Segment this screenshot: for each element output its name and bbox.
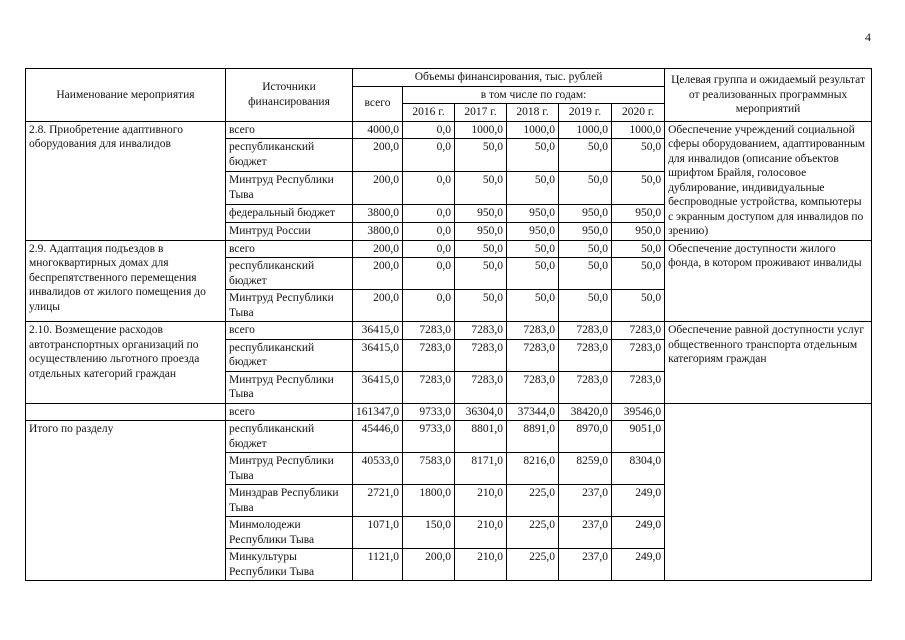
value-cell: 50,0 bbox=[559, 139, 612, 172]
value-cell: 1000,0 bbox=[507, 121, 559, 139]
value-cell: 39546,0 bbox=[612, 403, 665, 421]
source-cell: всего bbox=[226, 240, 353, 258]
source-cell: федеральный бюджет bbox=[226, 204, 353, 222]
value-cell: 950,0 bbox=[559, 204, 612, 222]
value-cell: 50,0 bbox=[559, 290, 612, 322]
header-year: 2018 г. bbox=[507, 104, 559, 122]
source-cell: всего bbox=[226, 121, 353, 139]
value-cell: 50,0 bbox=[455, 172, 507, 205]
value-cell: 7283,0 bbox=[403, 322, 455, 340]
source-cell: Минтруд Республики Тыва bbox=[226, 453, 353, 485]
value-cell: 8304,0 bbox=[612, 453, 665, 485]
value-cell: 8259,0 bbox=[559, 453, 612, 485]
value-cell: 0,0 bbox=[403, 172, 455, 205]
value-cell: 1121,0 bbox=[353, 549, 403, 581]
value-cell: 37344,0 bbox=[507, 403, 559, 421]
value-cell: 210,0 bbox=[455, 549, 507, 581]
value-cell: 7283,0 bbox=[612, 371, 665, 403]
value-cell: 7283,0 bbox=[403, 371, 455, 403]
table-row bbox=[26, 121, 872, 139]
value-cell: 200,0 bbox=[353, 172, 403, 205]
source-cell: Минтруд Республики Тыва bbox=[226, 290, 353, 322]
value-cell: 1000,0 bbox=[559, 121, 612, 139]
value-cell: 1071,0 bbox=[353, 517, 403, 549]
value-cell: 40533,0 bbox=[353, 453, 403, 485]
table-row bbox=[26, 240, 872, 258]
measure-name: 2.9. Адаптация подъездов в многоквартирных домах для беспрепятственного перемещения инвалидов от жилого помещения до улицы bbox=[26, 240, 226, 322]
source-cell: Минтруд Республики Тыва bbox=[226, 172, 353, 205]
value-cell: 200,0 bbox=[353, 139, 403, 172]
value-cell: 7583,0 bbox=[403, 453, 455, 485]
value-cell: 7283,0 bbox=[455, 371, 507, 403]
value-cell: 225,0 bbox=[507, 485, 559, 517]
value-cell: 7283,0 bbox=[455, 339, 507, 371]
value-cell: 200,0 bbox=[403, 549, 455, 581]
value-cell: 210,0 bbox=[455, 517, 507, 549]
value-cell: 1000,0 bbox=[455, 121, 507, 139]
value-cell: 0,0 bbox=[403, 222, 455, 240]
value-cell: 50,0 bbox=[612, 290, 665, 322]
goal-cell: Обеспечение равной доступности услуг общественного транспорта отдельным категориям граждан bbox=[665, 322, 872, 404]
value-cell: 3800,0 bbox=[353, 222, 403, 240]
value-cell: 7283,0 bbox=[559, 371, 612, 403]
value-cell: 7283,0 bbox=[612, 339, 665, 371]
header-total: всего bbox=[353, 86, 403, 121]
source-cell: республиканский бюджет bbox=[226, 139, 353, 172]
value-cell: 150,0 bbox=[403, 517, 455, 549]
table-row bbox=[26, 403, 872, 421]
value-cell: 237,0 bbox=[559, 485, 612, 517]
value-cell: 50,0 bbox=[559, 172, 612, 205]
header-year: 2019 г. bbox=[559, 104, 612, 122]
source-cell: всего bbox=[226, 322, 353, 340]
value-cell: 50,0 bbox=[559, 258, 612, 290]
value-cell: 50,0 bbox=[455, 240, 507, 258]
table-row bbox=[26, 322, 872, 340]
value-cell: 36415,0 bbox=[353, 371, 403, 403]
value-cell: 50,0 bbox=[455, 139, 507, 172]
header-year: 2020 г. bbox=[612, 104, 665, 122]
header-volumes: Объемы финансирования, тыс. рублей bbox=[353, 69, 665, 87]
value-cell: 225,0 bbox=[507, 517, 559, 549]
source-cell: Минкультуры Республики Тыва bbox=[226, 549, 353, 581]
financing-table bbox=[25, 68, 872, 581]
value-cell: 237,0 bbox=[559, 517, 612, 549]
page-number: 4 bbox=[865, 30, 871, 44]
source-cell: республиканский бюджет bbox=[226, 339, 353, 371]
value-cell: 950,0 bbox=[507, 204, 559, 222]
header-name: Наименование мероприятия bbox=[26, 69, 226, 122]
value-cell: 249,0 bbox=[612, 549, 665, 581]
value-cell: 200,0 bbox=[353, 290, 403, 322]
value-cell: 8216,0 bbox=[507, 453, 559, 485]
value-cell: 7283,0 bbox=[507, 339, 559, 371]
source-cell: Минтруд Республики Тыва bbox=[226, 371, 353, 403]
value-cell: 161347,0 bbox=[353, 403, 403, 421]
value-cell: 7283,0 bbox=[403, 339, 455, 371]
value-cell: 7283,0 bbox=[455, 322, 507, 340]
measure-name: 2.8. Приобретение адаптивного оборудования для инвалидов bbox=[26, 121, 226, 240]
value-cell: 0,0 bbox=[403, 139, 455, 172]
measure-name: 2.10. Возмещение расходов автотранспортных организаций по осуществлению льготного проезда отдельных категорий граждан bbox=[26, 322, 226, 404]
value-cell: 50,0 bbox=[455, 258, 507, 290]
value-cell: 50,0 bbox=[612, 172, 665, 205]
value-cell: 2721,0 bbox=[353, 485, 403, 517]
total-name-blank bbox=[26, 403, 226, 421]
value-cell: 50,0 bbox=[507, 139, 559, 172]
value-cell: 0,0 bbox=[403, 204, 455, 222]
source-cell: всего bbox=[226, 403, 353, 421]
source-cell: Минмолодежи Республики Тыва bbox=[226, 517, 353, 549]
value-cell: 210,0 bbox=[455, 485, 507, 517]
value-cell: 8801,0 bbox=[455, 421, 507, 453]
value-cell: 50,0 bbox=[559, 240, 612, 258]
value-cell: 50,0 bbox=[455, 290, 507, 322]
header-by-years: в том числе по годам: bbox=[403, 86, 665, 104]
source-cell: республиканский бюджет bbox=[226, 421, 353, 453]
value-cell: 7283,0 bbox=[507, 371, 559, 403]
value-cell: 1800,0 bbox=[403, 485, 455, 517]
header-year: 2016 г. bbox=[403, 104, 455, 122]
goal-cell: Обеспечение учреждений социальной сферы оборудованием, адаптированным для инвалидов (описание объектов шрифтом Брайля, голосовое дублирование, индивидуальные беспроводные устройства, компьютеры с экранным доступом для инвалидов по зрению) bbox=[665, 121, 872, 240]
value-cell: 3800,0 bbox=[353, 204, 403, 222]
value-cell: 7283,0 bbox=[559, 322, 612, 340]
value-cell: 200,0 bbox=[353, 240, 403, 258]
total-section-name: Итого по разделу bbox=[26, 421, 226, 581]
value-cell: 950,0 bbox=[612, 204, 665, 222]
value-cell: 45446,0 bbox=[353, 421, 403, 453]
value-cell: 50,0 bbox=[507, 258, 559, 290]
value-cell: 50,0 bbox=[507, 172, 559, 205]
value-cell: 0,0 bbox=[403, 290, 455, 322]
value-cell: 9733,0 bbox=[403, 421, 455, 453]
value-cell: 0,0 bbox=[403, 258, 455, 290]
value-cell: 8970,0 bbox=[559, 421, 612, 453]
table-body bbox=[26, 121, 872, 581]
value-cell: 950,0 bbox=[612, 222, 665, 240]
value-cell: 38420,0 bbox=[559, 403, 612, 421]
value-cell: 237,0 bbox=[559, 549, 612, 581]
value-cell: 9733,0 bbox=[403, 403, 455, 421]
value-cell: 7283,0 bbox=[612, 322, 665, 340]
source-cell: Минздрав Республики Тыва bbox=[226, 485, 353, 517]
value-cell: 249,0 bbox=[612, 517, 665, 549]
header-sources: Источники финансирования bbox=[226, 69, 353, 122]
table-header bbox=[26, 69, 872, 122]
value-cell: 8891,0 bbox=[507, 421, 559, 453]
value-cell: 950,0 bbox=[455, 204, 507, 222]
value-cell: 36415,0 bbox=[353, 322, 403, 340]
value-cell: 225,0 bbox=[507, 549, 559, 581]
goal-cell: Обеспечение доступности жилого фонда, в котором проживают инвалиды bbox=[665, 240, 872, 322]
value-cell: 950,0 bbox=[507, 222, 559, 240]
value-cell: 950,0 bbox=[559, 222, 612, 240]
value-cell: 36415,0 bbox=[353, 339, 403, 371]
value-cell: 950,0 bbox=[455, 222, 507, 240]
value-cell: 50,0 bbox=[612, 258, 665, 290]
value-cell: 1000,0 bbox=[612, 121, 665, 139]
value-cell: 36304,0 bbox=[455, 403, 507, 421]
value-cell: 50,0 bbox=[612, 139, 665, 172]
value-cell: 7283,0 bbox=[507, 322, 559, 340]
value-cell: 200,0 bbox=[353, 258, 403, 290]
value-cell: 4000,0 bbox=[353, 121, 403, 139]
value-cell: 249,0 bbox=[612, 485, 665, 517]
header-year: 2017 г. bbox=[455, 104, 507, 122]
total-goal-blank bbox=[665, 403, 872, 581]
value-cell: 50,0 bbox=[507, 290, 559, 322]
source-cell: Минтруд России bbox=[226, 222, 353, 240]
value-cell: 9051,0 bbox=[612, 421, 665, 453]
value-cell: 0,0 bbox=[403, 240, 455, 258]
source-cell: республиканский бюджет bbox=[226, 258, 353, 290]
value-cell: 0,0 bbox=[403, 121, 455, 139]
value-cell: 50,0 bbox=[612, 240, 665, 258]
value-cell: 50,0 bbox=[507, 240, 559, 258]
header-goal: Целевая группа и ожидаемый результат от реализованных программных мероприятий bbox=[665, 69, 872, 122]
value-cell: 7283,0 bbox=[559, 339, 612, 371]
value-cell: 8171,0 bbox=[455, 453, 507, 485]
